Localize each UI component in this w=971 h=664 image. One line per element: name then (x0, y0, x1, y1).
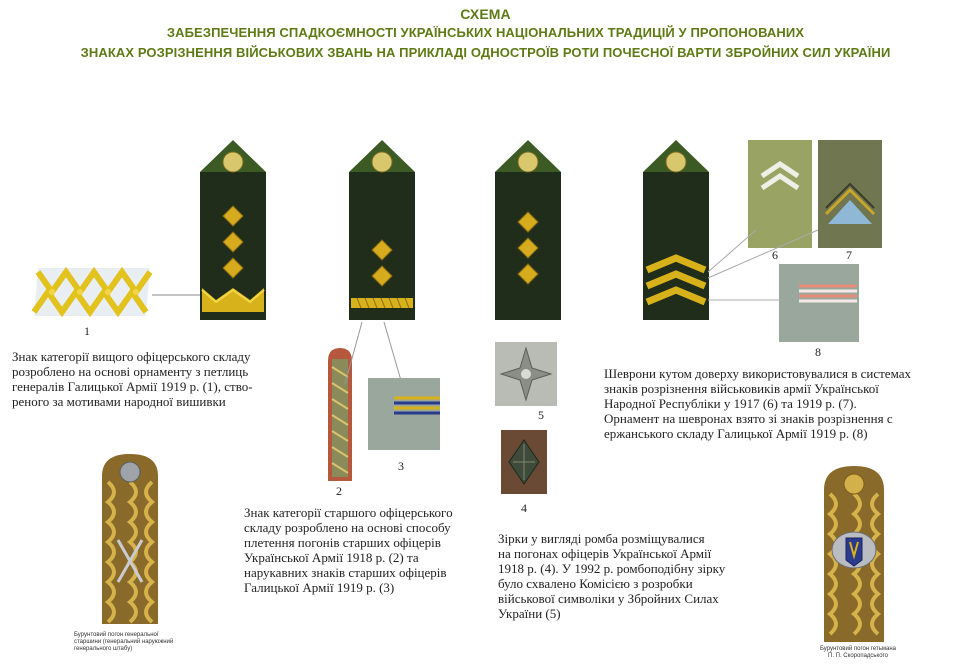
high-officers-text (244, 505, 476, 595)
figure-number-4: 4 (521, 501, 527, 515)
text-line: Зірки у вигляді ромба розміщувалися (498, 531, 705, 546)
rhombus-star-1992-image (495, 342, 557, 406)
text-line: Галицької Армії 1919 р. (3) (244, 580, 395, 595)
schema-subtitle-line2: ЗНАКАХ РОЗРІЗНЕННЯ ВІЙСЬКОВИХ ЗВАНЬ НА ПРИКЛАДІ ОДНОСТРОЇВ РОТИ ПОЧЕСНОЇ ВАРТИ ЗБРОЙНИХ СИЛ УКРАЇНИ (80, 45, 891, 60)
caption-line: П. П. Скоропадського (828, 653, 888, 659)
text-line: Орнамент на шевронах взято зі знаків розрізнення с (604, 411, 893, 426)
figure-number-6: 6 (772, 248, 778, 262)
caption-line: старшини (генеральний наруюжний (74, 639, 174, 645)
braided-general-board-photo (96, 452, 164, 624)
chevron-1919-image (818, 140, 882, 248)
caption-line: Бурунтовий погон генеральної (74, 632, 159, 638)
text-line: Народної Республіки у 1917 (6) та 1919 р. (7). (604, 396, 857, 411)
sleeve-stripes-1919-image (368, 378, 440, 450)
schema-subtitle-line1: ЗАБЕЗПЕЧЕННЯ СПАДКОЄМНОСТІ УКРАЇНСЬКИХ НАЦІОНАЛЬНИХ ТРАДИЦІЙ У ПРОПОНОВАНИХ (166, 25, 805, 40)
text-line: військової символіки у Збройних Силах (498, 591, 719, 606)
text-line: на погонах офіцерів Української Армії (498, 546, 712, 561)
figure-number-2: 2 (336, 484, 342, 498)
text-line: реного за мотивами народної вишивки (12, 394, 226, 409)
text-line: ержанського складу Галицької Армії 1919 р. (8) (604, 426, 868, 441)
figure-number-1: 1 (84, 324, 90, 338)
figure-number-8: 8 (815, 345, 821, 359)
chevrons-text (604, 366, 948, 441)
text-line: розроблено на основі орнаменту з петлиць (12, 364, 249, 379)
stars-text (498, 531, 760, 621)
text-line: знаків розрізнення військовиків армії Української (604, 381, 879, 396)
shoulder-board-senior-officers (200, 140, 266, 320)
shoulder-board-stars (495, 140, 561, 320)
general-collar-ornament-image (30, 262, 155, 322)
text-line: генералів Галицької Армії 1919 р. (1), ство- (12, 379, 253, 394)
text-line: Знак категорії вищого офіцерського складу (12, 349, 251, 364)
schema-title: СХЕМА (460, 6, 511, 22)
figure-number-5: 5 (538, 408, 544, 422)
shoulder-board-high-officers (349, 140, 415, 320)
text-line: було схвалено Комісією з розробки (498, 576, 693, 591)
caption-line: Бурунтовий погон гетьмана (819, 646, 897, 652)
text-line: Знак категорії старшого офіцерського (244, 505, 453, 520)
rhombus-star-1918-image (501, 430, 547, 494)
hetman-braided-board-photo (818, 464, 890, 642)
right-photo-caption (798, 646, 918, 660)
sergeant-stripes-image (779, 264, 859, 342)
text-line: Шеврони кутом доверху використовувалися в системах (604, 366, 911, 381)
text-line: складу розроблено на основі способу (244, 520, 451, 535)
arrow-line (150, 285, 205, 305)
left-photo-caption (74, 632, 194, 653)
figure-number-7: 7 (846, 248, 852, 262)
text-line: 1918 р. (4). У 1992 р. ромбоподібну зірку (498, 561, 726, 576)
text-line: плетення погонів старших офіцерів (244, 535, 441, 550)
caption-line: генерального штабу) (74, 646, 133, 652)
text-line: України (5) (498, 606, 561, 621)
text-line: нарукавних знаків старших офіцерів (244, 565, 447, 580)
figure-number-3: 3 (398, 459, 404, 473)
senior-officers-text (12, 349, 302, 409)
text-line: Української Армії 1918 р. (2) та (244, 550, 419, 565)
